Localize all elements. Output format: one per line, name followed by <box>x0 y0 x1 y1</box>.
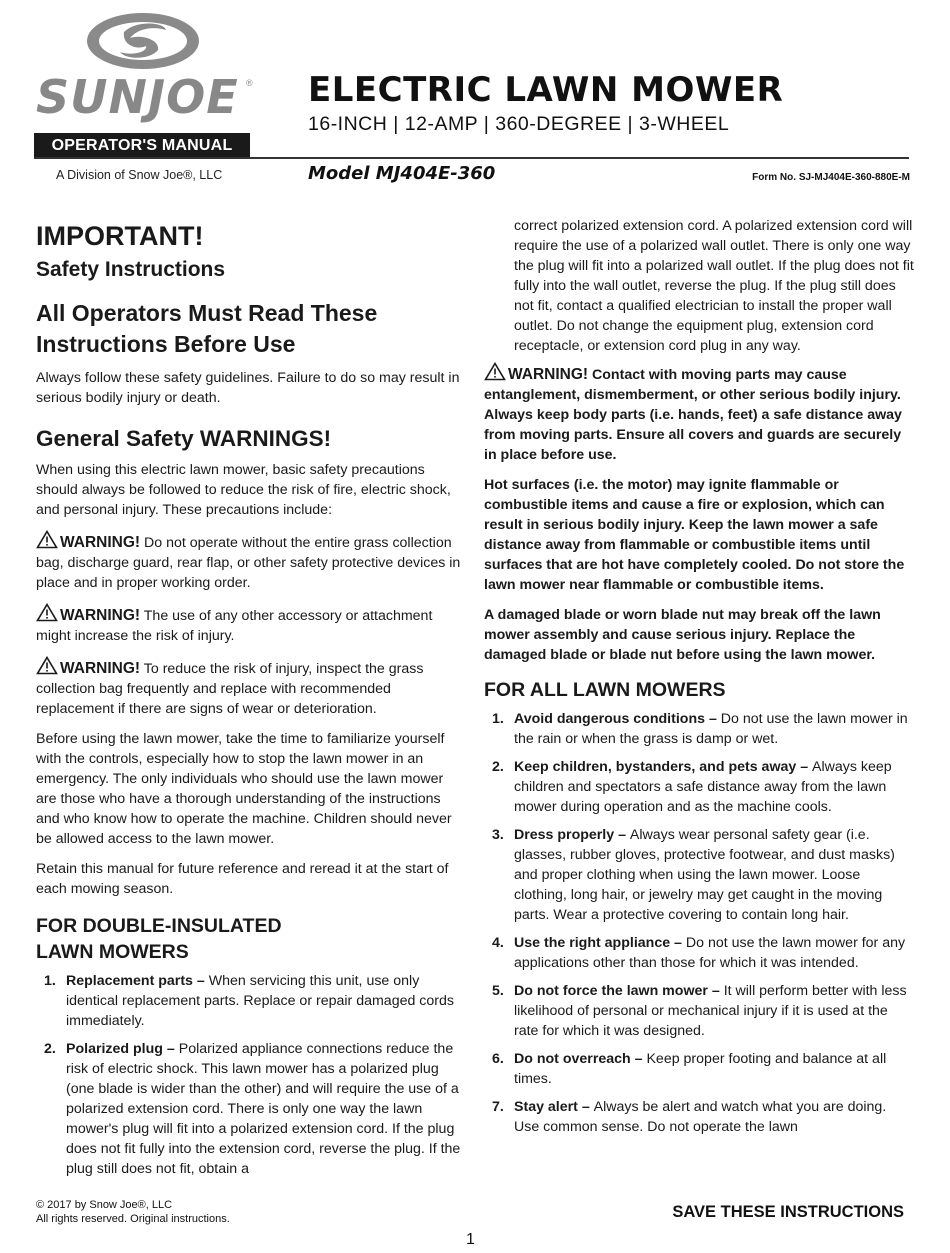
list-item-title: Keep children, bystanders, and pets away – <box>514 759 813 775</box>
page-number: 1 <box>466 1231 475 1248</box>
copyright-notice <box>36 1198 230 1226</box>
must-read-line1: All Operators Must Read These <box>36 300 378 326</box>
warning-triangle-icon <box>484 362 506 381</box>
brand-wordmark: SUNJOE <box>36 70 239 124</box>
list-item-title: Do not overreach – <box>514 1051 647 1067</box>
list-item-title: Avoid dangerous conditions – <box>514 711 721 727</box>
list-item-text: Do not use the lawn mower for any applications other than those for which it was intended. <box>514 935 906 971</box>
warning-moving-parts-paragraph <box>484 362 914 465</box>
warning-triangle-icon <box>36 603 58 622</box>
safety-instructions-heading: Safety Instructions <box>36 258 226 281</box>
list-item <box>484 981 914 1041</box>
list-number: 4. <box>492 935 504 951</box>
list-item <box>484 933 914 973</box>
warning-label: WARNING! <box>60 534 141 551</box>
general-warnings-heading: General Safety WARNINGS! <box>36 426 332 451</box>
warning-label: WARNING! <box>60 660 141 677</box>
sunjoe-swirl-icon <box>84 10 202 72</box>
must-read-heading <box>36 298 466 360</box>
warning-label: WARNING! <box>60 607 141 624</box>
list-number: 2. <box>44 1041 56 1057</box>
list-item <box>484 825 914 925</box>
list-item-text: Do not use the lawn mower in the rain or when the grass is damp or wet. <box>514 711 908 747</box>
model-number: Model MJ404E-360 <box>308 163 496 184</box>
double-insulated-heading <box>36 913 466 965</box>
list-number: 5. <box>492 983 504 999</box>
manual-label: OPERATOR'S MANUAL <box>34 133 250 158</box>
list-item <box>36 1039 466 1179</box>
hot-surfaces-paragraph: Hot surfaces (i.e. the motor) may ignite flammable or combustible items and cause a fire or explosion, which can result in serious bodily injury. Keep the lawn mower a safe distance away from flammable or combustible items until surfaces that are hot have completely cooled. Do not store the lawn mower near flammable or combustible items. <box>484 477 905 593</box>
warning-paragraph-2 <box>36 603 466 646</box>
double-heading-line1: FOR DOUBLE-INSULATED <box>36 915 282 937</box>
copyright-line2: All rights reserved. Original instructions. <box>36 1213 230 1225</box>
list-item-text: Always wear personal safety gear (i.e. glasses, rubber gloves, protective footwear, and dust masks) and proper clothing when using the lawn mower. Loose clothing, long hair, or jewelry may get caught in the moving parts. Wear a protective covering to contain long hair. <box>514 827 895 923</box>
left-column <box>36 216 466 1187</box>
warning-moving-parts-text: Contact with moving parts may cause entanglement, dismemberment, or other serious bodily injury. Always keep body parts (i.e. hands, feet) a safe distance away from moving parts. Ensure all covers and guards are securely in place before use. <box>484 367 902 463</box>
double-insulated-list <box>36 971 466 1179</box>
list-item-text: Always be alert and watch what you are doing. Use common sense. Do not operate the lawn <box>514 1099 887 1135</box>
list-number: 1. <box>492 711 504 727</box>
division-text: A Division of Snow Joe®, LLC <box>56 168 223 182</box>
list-item-text: Polarized appliance connections reduce the risk of electric shock. This lawn mower has a polarized plug (one blade is wider than the other) and will require the use of a polarized extension cord. There is only one way the lawn mower's plug will fit into a polarized extension cord. If the plug does not fit fully into the extension cord, reverse the plug. If the plug still does not fit, obtain a <box>66 1041 461 1177</box>
list-item-text: When servicing this unit, use only identical replacement parts. Replace or repair damaged cords immediately. <box>66 973 454 1029</box>
list-number: 7. <box>492 1099 504 1115</box>
save-instructions-label: SAVE THESE INSTRUCTIONS <box>672 1203 904 1221</box>
page-title: ELECTRIC LAWN MOWER <box>308 70 784 110</box>
warning-label: WARNING! <box>508 366 589 383</box>
warning-text-2: The use of any other accessory or attachment might increase the risk of injury. <box>36 608 433 644</box>
page-subtitle: 16-INCH | 12-AMP | 360-DEGREE | 3-WHEEL <box>308 113 730 135</box>
list-item <box>484 1097 914 1137</box>
form-number: Form No. SJ-MJ404E-360-880E-M <box>752 172 910 183</box>
all-lawn-mowers-heading: FOR ALL LAWN MOWERS <box>484 679 726 701</box>
header-divider <box>34 157 909 159</box>
warning-text-3: To reduce the risk of injury, inspect the grass collection bag frequently and replace with recommended replacement if there are signs of wear or deterioration. <box>36 661 424 717</box>
list-item <box>484 1049 914 1089</box>
all-lawn-mowers-list <box>484 709 914 1137</box>
warning-triangle-icon <box>36 530 58 549</box>
list-item-text: Always keep children and spectators a safe distance away from the lawn mower during operation and as the machine cools. <box>514 759 892 815</box>
list-item <box>484 709 914 749</box>
list-item-text: It will perform better with less likelihood of personal or mechanical injury if it is used at the rate for which it was designed. <box>514 983 907 1039</box>
retain-paragraph: Retain this manual for future reference and reread it at the start of each mowing season. <box>36 861 449 897</box>
familiarize-paragraph: Before using the lawn mower, take the time to familiarize yourself with the controls, especially how to stop the lawn mower in an emergency. The only individuals who should use the lawn mower are those who have a thorough understanding of the instructions and who know how to operate the machine. Children should never be allowed access to the lawn mower. <box>36 731 452 847</box>
warning-text-1: Do not operate without the entire grass collection bag, discharge guard, rear flap, or other safety protective devices in place and in proper working order. <box>36 535 461 591</box>
polarized-continued-paragraph: correct polarized extension cord. A polarized extension cord will require the use of a polarized wall outlet. There is only one way the plug will fit into a polarized wall outlet. If the plug does not fit fully into the wall outlet, reverse the plug. If the plug still does not fit, contact a qualified electrician to install the proper wall outlet. Do not change the equipment plug, extension cord receptacle, or extension cord plug in any way. <box>514 218 914 354</box>
list-item-title: Polarized plug – <box>66 1041 179 1057</box>
list-item-title: Use the right appliance – <box>514 935 686 951</box>
list-item-text: Keep proper footing and balance at all times. <box>514 1051 887 1087</box>
warning-triangle-icon <box>36 656 58 675</box>
damaged-blade-paragraph: A damaged blade or worn blade nut may break off the lawn mower assembly and cause serious injury. Replace the damaged blade or blade nut before using the lawn mower. <box>484 607 881 663</box>
warning-paragraph-3 <box>36 656 466 719</box>
list-item-title: Do not force the lawn mower – <box>514 983 724 999</box>
must-read-line2: Instructions Before Use <box>36 331 296 357</box>
list-item-title: Stay alert – <box>514 1099 594 1115</box>
list-item-title: Replacement parts – <box>66 973 209 989</box>
warning-paragraph-1 <box>36 530 466 593</box>
right-column <box>484 216 914 1145</box>
intro-paragraph: Always follow these safety guidelines. Failure to do so may result in serious bodily injury or death. <box>36 370 460 406</box>
list-item-title: Dress properly – <box>514 827 630 843</box>
registered-mark: ® <box>246 78 253 88</box>
list-number: 1. <box>44 973 56 989</box>
list-number: 6. <box>492 1051 504 1067</box>
list-item <box>36 971 466 1031</box>
list-number: 2. <box>492 759 504 775</box>
list-item <box>484 757 914 817</box>
list-number: 3. <box>492 827 504 843</box>
important-heading: IMPORTANT! <box>36 221 204 251</box>
general-intro-paragraph: When using this electric lawn mower, basic safety precautions should always be followed to reduce the risk of fire, electric shock, and personal injury. These precautions include: <box>36 462 451 518</box>
double-heading-line2: LAWN MOWERS <box>36 941 189 963</box>
copyright-line1: © 2017 by Snow Joe®, LLC <box>36 1199 173 1211</box>
